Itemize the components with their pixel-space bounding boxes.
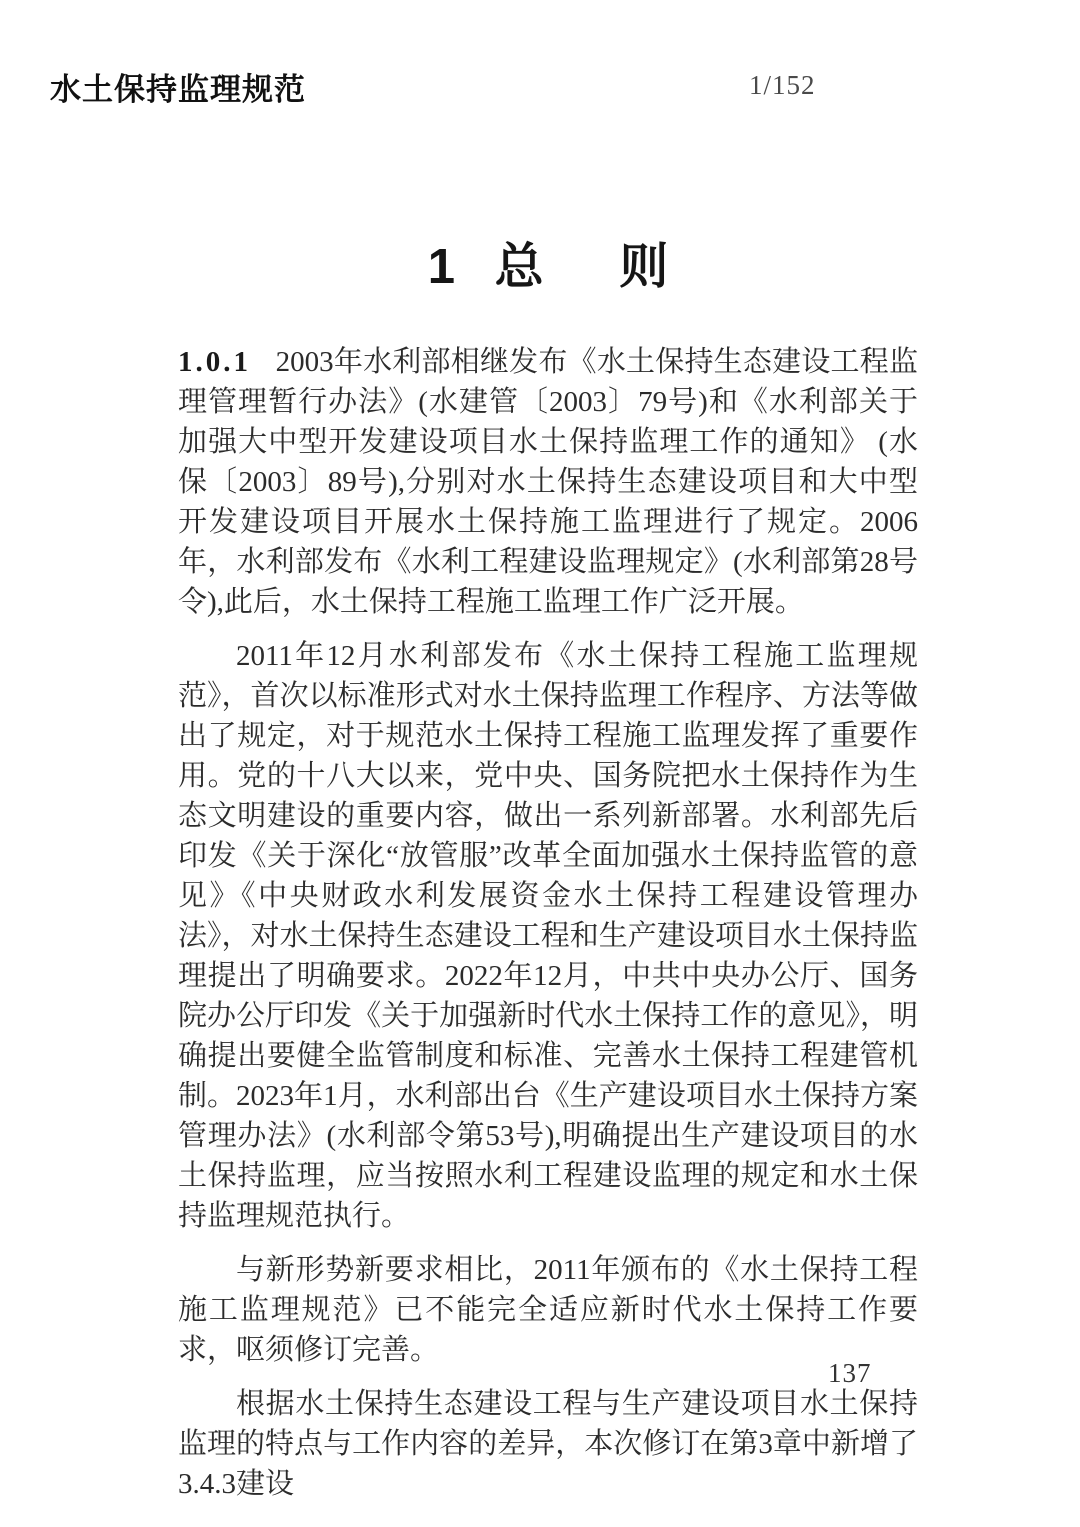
paragraph-2: 2011年12月水利部发布《水土保持工程施工监理规范》，首次以标准形式对水土保持监理工作程序、方法等做出了规定，对于规范水土保持工程施工监理发挥了重要作用。党的十八大以来，党中央、国务院把水土保持作为生态文明建设的重要内容，做出一系列新部署。水利部先后印发《关于深化“放管服”改革全面加强水土保持监管的意见》《中央财政水利发展资金水土保持工程建设管理办法》，对水土保持生态建设工程和生产建设项目水土保持监理提出了明确要求。2022年12月，中共中央办公厅、国务院办公厅印发《关于加强新时代水土保持工作的意见》，明确提出要健全监管制度和标准、完善水土保持工程建管机制。2023年1月，水利部出台《生产建设项目水土保持方案管理办法》(水利部令第53号),明确提出生产建设项目的水土保持监理，应当按照水利工程建设监理的规定和水土保持监理规范执行。 [178, 640, 918, 1232]
page-indicator: 1/152 [749, 70, 816, 100]
footer-page-number: 137 [828, 1358, 872, 1388]
paragraph-1-text: 2003年水利部相继发布《水土保持生态建设工程监理管理暂行办法》(水建管〔2003〕79号)和《水利部关于加强大中型开发建设项目水土保持监理工作的通知》 (水保〔2003〕89号),分别对水土保持生态建设项目和大中型开发建设项目开展水土保持施工监理进行了规定。2006年，水利部发布《水利工程建设监理规定》(水利部第28号令),此后，水土保持工程施工监理工作广泛开展。 [178, 346, 918, 618]
clause-number-label: 1.0.1 [178, 346, 251, 378]
chapter-title-char-2: 则 [619, 240, 669, 294]
doc-header-title: 水土保持监理规范 [50, 72, 306, 107]
chapter-title-char-1: 总 [494, 240, 544, 294]
chapter-number: 1 [427, 240, 455, 294]
document-body [178, 342, 918, 1518]
paragraph-4: 根据水土保持生态建设工程与生产建设项目水土保持监理的特点与工作内容的差异，本次修订在第3章中新增了3.4.3建设 [178, 1388, 918, 1500]
paragraph-1 [178, 342, 918, 622]
paragraph-3: 与新形势新要求相比，2011年颁布的《水土保持工程施工监理规范》已不能完全适应新时代水土保持工作要求，呕须修订完善。 [178, 1254, 918, 1366]
chapter-title [178, 228, 918, 298]
